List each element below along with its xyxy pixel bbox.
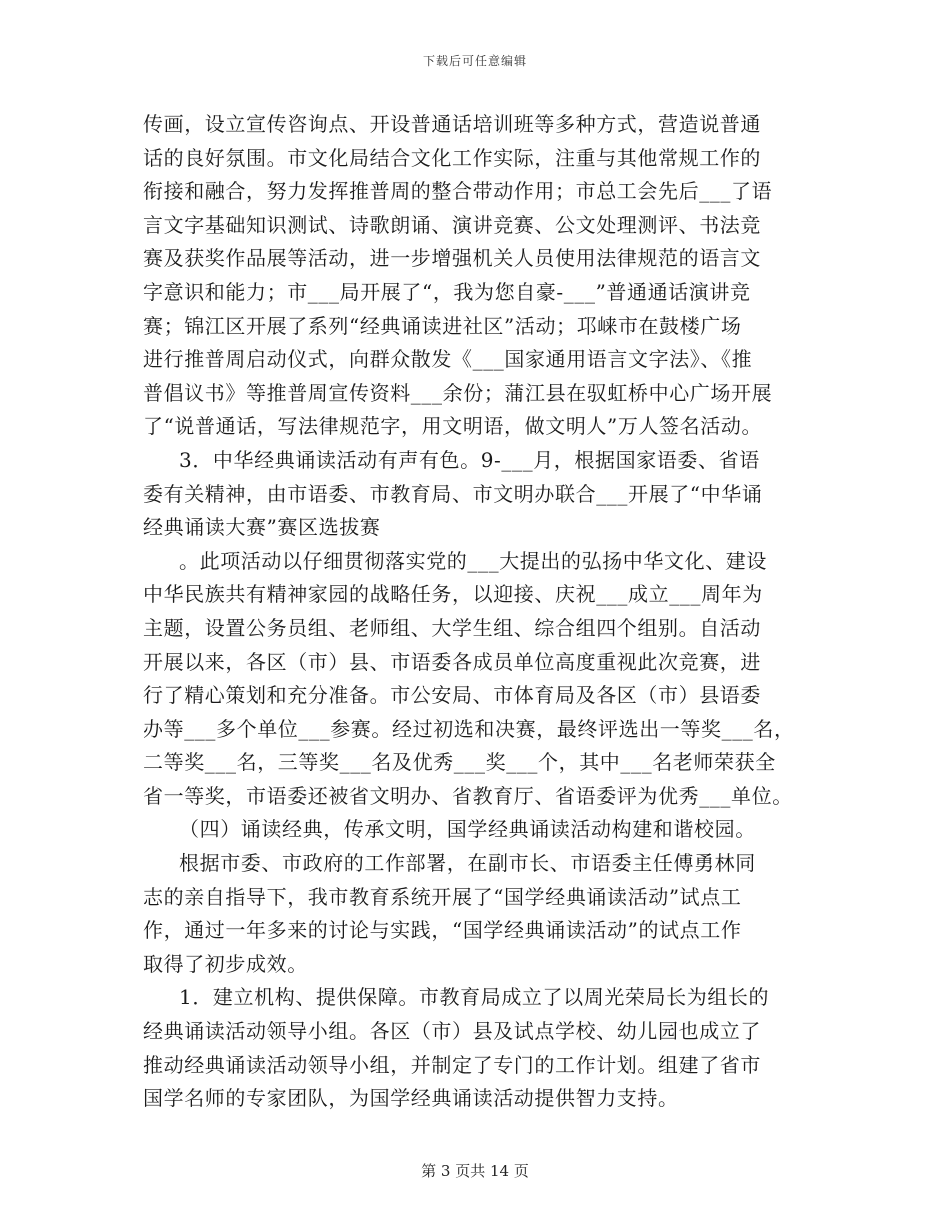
page-footer: 第 3 页共 14 页	[421, 1162, 529, 1180]
text-line: 传画，设立宣传咨询点、开设普通话培训班等多种方式，营造说普通	[143, 112, 761, 136]
text-line: 赛及获奖作品展等活动，进一步增强机关人员使用法律规范的语言文	[143, 246, 761, 271]
text-line: 行了精心策划和充分准备。市公安局、市体育局及各区（市）县语委	[143, 683, 761, 708]
text-line: 经典诵读大赛”赛区选拔赛	[143, 515, 381, 540]
text-line: 推动经典诵读活动领导小组，并制定了专门的工作计划。组建了省市	[143, 1052, 761, 1077]
text-line: 开展以来，各区（市）县、市语委各成员单位高度重视此次竞赛，进	[143, 649, 761, 674]
text-line: 办等___多个单位___参赛。经过初选和决赛，最终评选出一等奖___名，	[143, 716, 795, 741]
text-line: 省一等奖，市语委还被省文明办、省教育厅、省语委评为优秀___单位。	[143, 783, 793, 808]
text-line: 3．中华经典诵读活动有声有色。9-___月，根据国家语委、省语	[179, 447, 760, 472]
text-line: 作，通过一年多来的讨论与实践，“国学经典诵读活动”的试点工作	[143, 918, 742, 943]
text-line: 1．建立机构、提供保障。市教育局成立了以周光荣局长为组长的	[179, 985, 770, 1010]
text-line: 国学名师的专家团队，为国学经典诵读活动提供智力支持。	[143, 1086, 679, 1111]
text-line: 。此项活动以仔细贯彻落实党的___大提出的弘扬中华文化、建设	[179, 548, 767, 573]
text-line: 二等奖___名，三等奖___名及优秀___奖___个，其中___名老师荣获全	[143, 750, 776, 775]
text-line: 衔接和融合，努力发挥推普周的整合带动作用；市总工会先后___了语	[143, 179, 773, 204]
document-body	[143, 108, 811, 1116]
text-line: （四）诵读经典，传承文明，国学经典诵读活动构建和谐校园。	[179, 817, 756, 842]
text-line: 赛；锦江区开展了系列“经典诵读进社区”活动；邛崃市在鼓楼广场	[143, 313, 742, 338]
text-line: 主题，设置公务员组、老师组、大学生组、综合组四个组别。自活动	[143, 615, 761, 640]
text-line: 言文字基础知识测试、诗歌朗诵、演讲竞赛、公文处理测评、书法竞	[143, 212, 761, 237]
page-header: 下载后可任意编辑	[422, 54, 527, 68]
text-line: 经典诵读活动领导小组。各区（市）县及试点学校、幼儿园也成立了	[143, 1019, 761, 1044]
text-line: 中华民族共有精神家园的战略任务，以迎接、庆祝___成立___周年为	[143, 582, 763, 607]
text-line: 普倡议书》等推普周宣传资料___余份；蒲江县在驭虹桥中心广场开展	[143, 380, 773, 405]
text-line: 话的良好氛围。市文化局结合文化工作实际，注重与其他常规工作的	[143, 145, 761, 170]
text-line: 取得了初步成效。	[143, 951, 308, 976]
text-line: 志的亲自指导下，我市教育系统开展了“国学经典诵读活动”试点工	[143, 884, 742, 909]
text-line: 根据市委、市政府的工作部署，在副市长、市语委主任傅勇林同	[179, 851, 756, 876]
text-line: 委有关精神，由市语委、市教育局、市文明办联合___开展了“中华诵	[143, 481, 763, 506]
text-line: 字意识和能力；市___局开展了“，我为您自豪-___”普通通话演讲竞	[143, 279, 751, 304]
text-line: 进行推普周启动仪式，向群众散发《___国家通用语言文字法》、《推	[143, 347, 753, 372]
text-line: 了“说普通话，写法律规范字，用文明语，做文明人”万人签名活动。	[143, 414, 763, 439]
